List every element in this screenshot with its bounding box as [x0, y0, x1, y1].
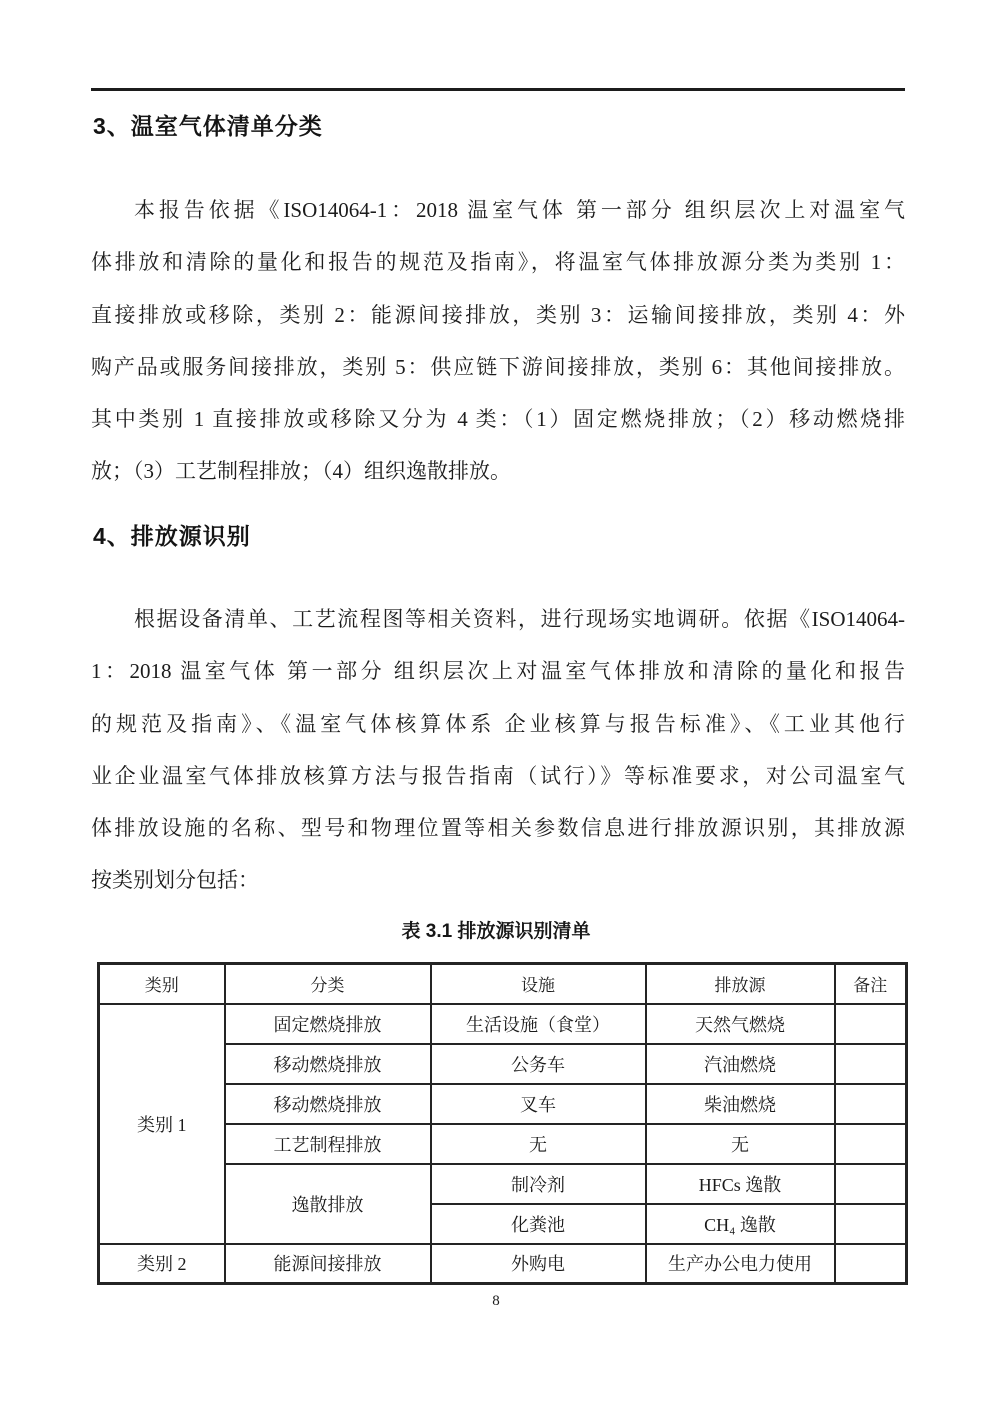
- table-cell: 移动燃烧排放: [225, 1044, 431, 1084]
- paragraph-line: 其中类别 1 直接排放或移除又分为 4 类：（1）固定燃烧排放；（2）移动燃烧排: [91, 407, 905, 432]
- table-cell: 能源间接排放: [225, 1244, 431, 1284]
- column-header-facility: 设施: [431, 964, 646, 1004]
- table-cell: 公务车: [431, 1044, 646, 1084]
- table-cell: 固定燃烧排放: [225, 1004, 431, 1044]
- paragraph-line: 按类别划分包括：: [91, 868, 259, 893]
- table-cell: 移动燃烧排放: [225, 1084, 431, 1124]
- table-cell: 类别 1: [99, 1004, 225, 1244]
- table-cell: 外购电: [431, 1244, 646, 1284]
- section-3-paragraph: [91, 184, 905, 498]
- paragraph-line: 体排放和清除的量化和报告的规范及指南》，将温室气体排放源分类为类别 1：: [91, 250, 905, 275]
- paragraph-line: 购产品或服务间接排放，类别 5：供应链下游间接排放，类别 6：其他间接排放。: [91, 354, 905, 379]
- table-cell: 生活设施（食堂）: [431, 1004, 646, 1044]
- table-cell: [835, 1244, 907, 1284]
- table-cell: [835, 1124, 907, 1164]
- paragraph-line: 直接排放或移除，类别 2：能源间接排放，类别 3：运输间接排放，类别 4：外: [91, 302, 905, 327]
- column-header-emission-source: 排放源: [646, 964, 835, 1004]
- table-cell: 化粪池: [431, 1204, 646, 1244]
- paragraph-line: 的规范及指南》、《温室气体核算体系 企业核算与报告标准》、《工业其他行: [91, 711, 905, 736]
- page-number: 8: [492, 1293, 500, 1309]
- paragraph-line: 业企业温室气体排放核算方法与报告指南（试行）》等标准要求，对公司温室气: [91, 763, 905, 788]
- table-caption: 表 3.1 排放源识别清单: [401, 921, 591, 942]
- column-header-category: 类别: [99, 964, 225, 1004]
- table-row: [99, 1244, 907, 1284]
- table-cell: [835, 1204, 907, 1244]
- table-cell: 生产办公电力使用: [646, 1244, 835, 1284]
- section-3-heading: 3、温室气体清单分类: [93, 113, 323, 139]
- table-cell: 类别 2: [99, 1244, 225, 1284]
- table-cell: 逸散排放: [225, 1164, 431, 1244]
- table-cell: 天然气燃烧: [646, 1004, 835, 1044]
- emission-source-table: [97, 962, 908, 1285]
- column-header-classification: 分类: [225, 964, 431, 1004]
- column-header-note: 备注: [835, 964, 907, 1004]
- paragraph-line: 放；（3）工艺制程排放；（4）组织逸散排放。: [91, 459, 511, 484]
- paragraph-line: 1：2018 温室气体 第一部分 组织层次上对温室气体排放和清除的量化和报告: [91, 659, 905, 684]
- table-cell: [835, 1044, 907, 1084]
- table-cell: 工艺制程排放: [225, 1124, 431, 1164]
- table-header-row: [99, 964, 907, 1004]
- table-cell: 无: [431, 1124, 646, 1164]
- section-4-heading: 4、排放源识别: [93, 523, 251, 549]
- table-cell: [835, 1164, 907, 1204]
- table-cell: [835, 1004, 907, 1044]
- table-cell: 叉车: [431, 1084, 646, 1124]
- paragraph-line: 根据设备清单、工艺流程图等相关资料，进行现场实地调研。依据《ISO14064-: [134, 607, 905, 631]
- table-cell: HFCs 逸散: [646, 1164, 835, 1204]
- table-cell: 无: [646, 1124, 835, 1164]
- table-cell: CH₄ 逸散: [646, 1204, 835, 1244]
- table-cell: 柴油燃烧: [646, 1084, 835, 1124]
- section-4-paragraph: [91, 593, 905, 907]
- table-cell: 制冷剂: [431, 1164, 646, 1204]
- table-row: [99, 1004, 907, 1044]
- table-cell: [835, 1084, 907, 1124]
- table-cell: 汽油燃烧: [646, 1044, 835, 1084]
- paragraph-line: 体排放设施的名称、型号和物理位置等相关参数信息进行排放源识别，其排放源: [91, 816, 905, 841]
- paragraph-line: 本报告依据《ISO14064-1：2018 温室气体 第一部分 组织层次上对温室气: [134, 198, 905, 222]
- header-rule: [91, 88, 905, 91]
